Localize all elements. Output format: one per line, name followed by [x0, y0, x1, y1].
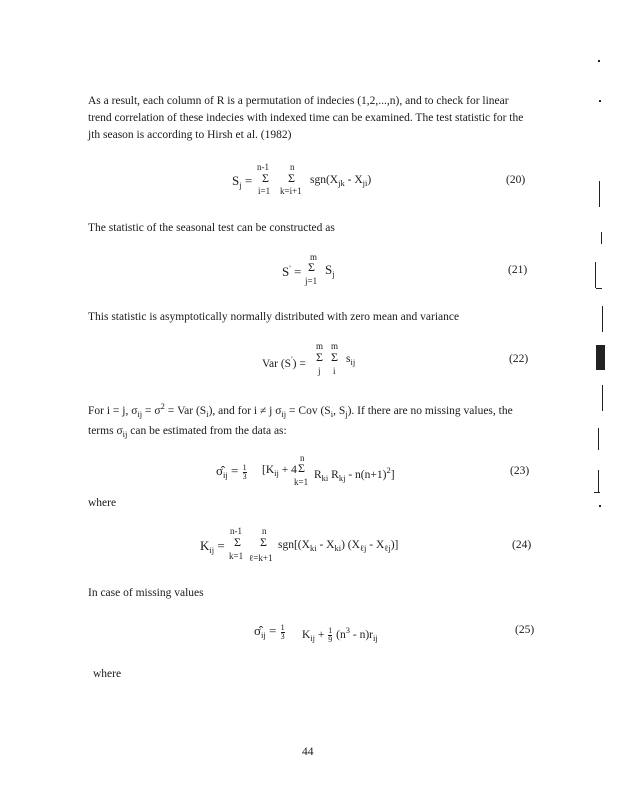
eq20-body: $sgn(X_{jk} - X_{ji})$ — [310, 174, 372, 188]
eq23-upper: n — [300, 453, 305, 463]
eq24-body: $sgn[(X_{ki} - X_{ki})$ $(X_{\ell j} - X_{\ell j})$] — [278, 539, 399, 553]
eq24-lower2: ℓ=k+1 — [249, 553, 273, 563]
sum-sign: Σ — [288, 171, 295, 185]
eq21-lhs: S' = — [282, 263, 302, 279]
sum-sign: Σ — [331, 350, 338, 364]
sum-sign: Σ — [260, 535, 267, 549]
eq25-body: $K_{ij}$ + $\frac{1}{9}$ $(n^3 - n)r_{ij}$ — [302, 625, 378, 644]
eq24-upper1: n-1 — [230, 526, 242, 536]
eq25-lhs: $\sigmâ_{ij}$ = $\frac{1}{3}$ — [254, 622, 285, 641]
equation-number: (24) — [512, 539, 532, 551]
equation-number: (20) — [506, 174, 526, 186]
eq24-lhs: $K_{ij}$ = — [200, 538, 225, 555]
equation-number: (21) — [508, 264, 528, 276]
eq23-body-right: $R_{ki}$ $R_{kj} - n(n+1)^2$] — [314, 465, 395, 483]
eq23-lower: k=1 — [294, 477, 309, 487]
eq20-upper2: n — [290, 162, 295, 172]
eq22-lower2: i — [333, 366, 336, 376]
eq21-body: $S_j$ — [325, 262, 335, 279]
sum-sign: Σ — [298, 461, 305, 475]
eq22-lhs: Var (S') = — [262, 354, 306, 370]
eq22-body: $s_{ij}$ — [346, 353, 356, 367]
equation-number: (23) — [510, 465, 530, 477]
sum-sign: Σ — [316, 350, 323, 364]
equation-number: (22) — [509, 353, 529, 365]
eq20-lower1: i=1 — [258, 186, 271, 196]
paragraph-seasonal: The statistic of the seasonal test can be constructed as — [88, 222, 335, 234]
eq20-lower2: k=i+1 — [280, 186, 302, 196]
paragraph-intro: As a result, each column of R is a permutation of indecies (1,2,...,n), and to check for linear trend correlation of these indecies with indexed time can be examined. The test statistic for the jth season is according to Hirsh et al. (1982) — [88, 95, 524, 141]
eq24-lower1: k=1 — [229, 551, 244, 561]
paragraph-missing: In case of missing values — [88, 587, 204, 599]
where-label: where — [93, 668, 122, 680]
eq20-lhs: $S_j$ = — [232, 173, 253, 190]
sum-sign: Σ — [308, 260, 315, 274]
eq22-upper2: m — [331, 341, 339, 351]
eq23-lhs: $\sigmâ_{ij}$ = $\frac{1}{3}$ — [216, 462, 247, 481]
eq21-lower: j=1 — [305, 276, 318, 286]
paragraph-covariance: For i = j, $\sigma_{ij} = \sigma^2$ = Var $(S_i)$, and for i ≠ j $\sigma_{ij}$ = Cov ($S_i$, $S_j$). If there are no missing values, the terms $\sigma_{ij}$ can be estimated from the data as: — [88, 401, 513, 439]
eq22-lower1: j — [318, 366, 321, 376]
eq21-upper: m — [310, 252, 318, 262]
eq20-upper1: n-1 — [257, 162, 269, 172]
paragraph-variance: This statistic is asymptotically normally distributed with zero mean and variance — [88, 311, 460, 323]
page-number: 44 — [302, 746, 314, 758]
sum-sign: Σ — [234, 535, 241, 549]
sum-sign: Σ — [262, 171, 269, 185]
equation-number: (25) — [515, 624, 535, 636]
eq24-upper2: n — [262, 526, 267, 536]
where-label: where — [88, 497, 117, 509]
eq23-body-left: [$K_{ij} + 4$ — [262, 464, 297, 478]
eq22-upper1: m — [316, 341, 324, 351]
